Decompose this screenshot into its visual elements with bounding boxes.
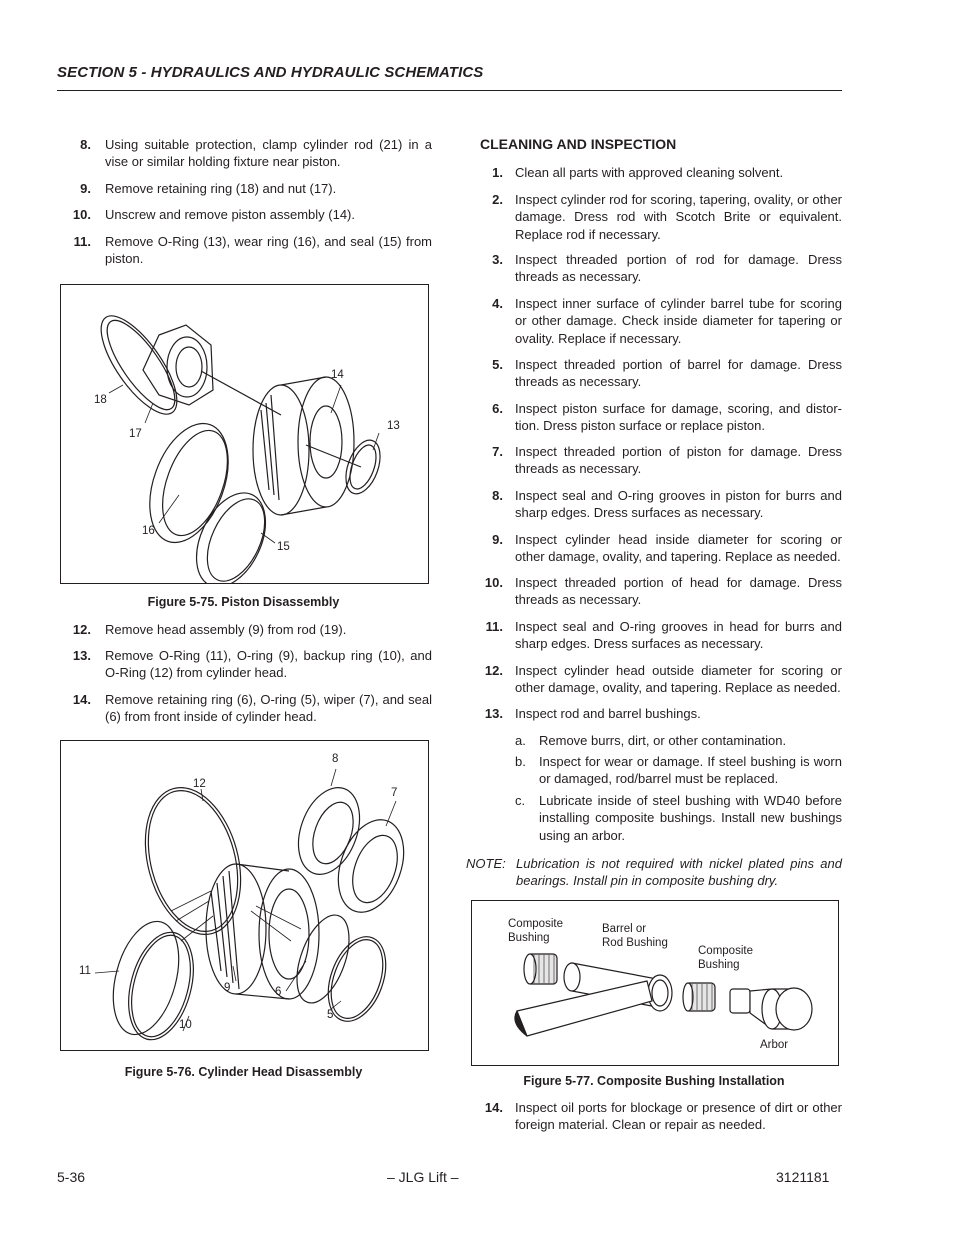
- callout-6: 6: [275, 986, 282, 998]
- note-label: NOTE:: [466, 856, 506, 871]
- callout-12: 12: [193, 778, 206, 790]
- r-step-7: 7. Inspect threaded portion of piston for damage. Dress threads as necessary.: [492, 444, 842, 477]
- r-step-12: 12. Inspect cylinder head outside diameter for scoring or other damage, ovality, and tapering. Replace as needed.: [484, 663, 842, 696]
- r-step-2: 2. Inspect cylinder rod for scoring, tapering, ovality, or other damage. Dress rod with Scotch Brite or equivalent. Replace rod if necessary.: [492, 192, 842, 242]
- label-barrel-rod-bushing: Barrel or Rod Bushing: [602, 923, 668, 949]
- r-step-9: 9. Inspect cylinder head inside diameter for scoring or other damage, ovality, and tapering. Replace as needed.: [492, 532, 842, 565]
- figure-77-caption: Figure 5-77. Composite Bushing Installation: [523, 1074, 785, 1088]
- label-composite-bushing-2: Composite Bushing: [698, 945, 753, 971]
- callout-11: 11: [79, 965, 91, 977]
- callout-15: 15: [277, 541, 290, 553]
- r-step-11: 11. Inspect seal and O-ring grooves in head for burrs and sharp edges. Dress surfaces as necessary.: [485, 619, 842, 652]
- label-composite-bushing-1: Composite Bushing: [508, 918, 563, 944]
- callout-17: 17: [129, 428, 142, 440]
- callout-10: 10: [179, 1019, 192, 1031]
- r-step-10: 10. Inspect threaded portion of head for damage. Dress threads as necessary.: [484, 575, 842, 608]
- footer-page-number: 5-36: [57, 1169, 86, 1185]
- callout-18: 18: [94, 394, 107, 406]
- section-header: [57, 64, 842, 91]
- callout-7: 7: [391, 787, 398, 799]
- callout-14: 14: [331, 369, 344, 381]
- note-text: Lubrication is not required with nickel plated pins and bearings. Install pin in composite bushing dry.: [516, 856, 842, 889]
- figure-piston-disassembly: [60, 284, 429, 584]
- figure-76-caption: Figure 5-76. Cylinder Head Disassembly: [124, 1065, 363, 1079]
- step-13: 13. Remove O-Ring (11), O-ring (9), backup ring (10), and O-Ring (12) from cylinder head.: [72, 648, 432, 681]
- step-14: 14. Remove retaining ring (6), O-ring (5), wiper (7), and seal (6) from front inside of cylinder head.: [72, 692, 432, 725]
- cylinder-head-drawing: [61, 741, 428, 1050]
- callout-9: 9: [224, 982, 231, 994]
- callout-16: 16: [142, 525, 155, 537]
- label-arbor: Arbor: [760, 1039, 789, 1051]
- section-title: SECTION 5 - HYDRAULICS AND HYDRAULIC SCHEMATICS: [57, 64, 484, 81]
- r-step-6: 6. Inspect piston surface for damage, scoring, and distortion. Dress piston surface or replace piston.: [492, 401, 842, 434]
- step-11: 11. Remove O-Ring (13), wear ring (16), and seal (15) from piston.: [73, 234, 432, 267]
- step-8: 8. Using suitable protection, clamp cylinder rod (21) in a vise or similar holding fixture near piston.: [80, 137, 432, 170]
- footer-center: – JLG Lift –: [387, 1169, 459, 1185]
- figure-75-caption: Figure 5-75. Piston Disassembly: [147, 595, 340, 609]
- footer-doc-number: 3121181: [776, 1169, 830, 1185]
- r-step-13: 13. Inspect rod and barrel bushings.: [484, 706, 701, 721]
- callout-8: 8: [332, 753, 339, 765]
- r-step-1: 1. Clean all parts with approved cleaning solvent.: [492, 165, 784, 180]
- piston-disassembly-drawing: [61, 285, 428, 583]
- step-9: 9. Remove retaining ring (18) and nut (17).: [80, 181, 337, 196]
- r-step-8: 8. Inspect seal and O-ring grooves in piston for burrs and sharp edges. Dress surfaces as necessary.: [492, 488, 842, 521]
- r-step-3: 3. Inspect threaded portion of rod for damage. Dress threads as necessary.: [492, 252, 842, 285]
- r-step-4: 4. Inspect inner surface of cylinder barrel tube for scoring or other damage. Check inside diameter for tapering or ovality. Replace if necessary.: [492, 296, 842, 346]
- figure-composite-bushing: [471, 900, 839, 1066]
- callout-5: 5: [327, 1009, 334, 1021]
- r-step-14: 14. Inspect oil ports for blockage or presence of dirt or other foreign material. Clean or repair as needed.: [484, 1100, 842, 1133]
- figure-cylinder-head-disassembly: [60, 740, 429, 1051]
- r-step-5: 5. Inspect threaded portion of barrel for damage. Dress threads as necessary.: [492, 357, 842, 390]
- step-12: 12. Remove head assembly (9) from rod (19).: [72, 622, 347, 637]
- substep-a: a. Remove burrs, dirt, or other contamination.: [515, 733, 787, 748]
- callout-13: 13: [387, 420, 400, 432]
- cleaning-inspection-heading: CLEANING AND INSPECTION: [480, 136, 677, 152]
- substep-c: c. Lubricate inside of steel bushing with WD40 before installing composite bushings. Install new bushings using an arbor.: [515, 793, 842, 843]
- substep-b: b. Inspect for wear or damage. If steel bushing is worn or damaged, rod/barrel must be replaced.: [515, 754, 842, 787]
- step-10: 10. Unscrew and remove piston assembly (14).: [72, 207, 355, 222]
